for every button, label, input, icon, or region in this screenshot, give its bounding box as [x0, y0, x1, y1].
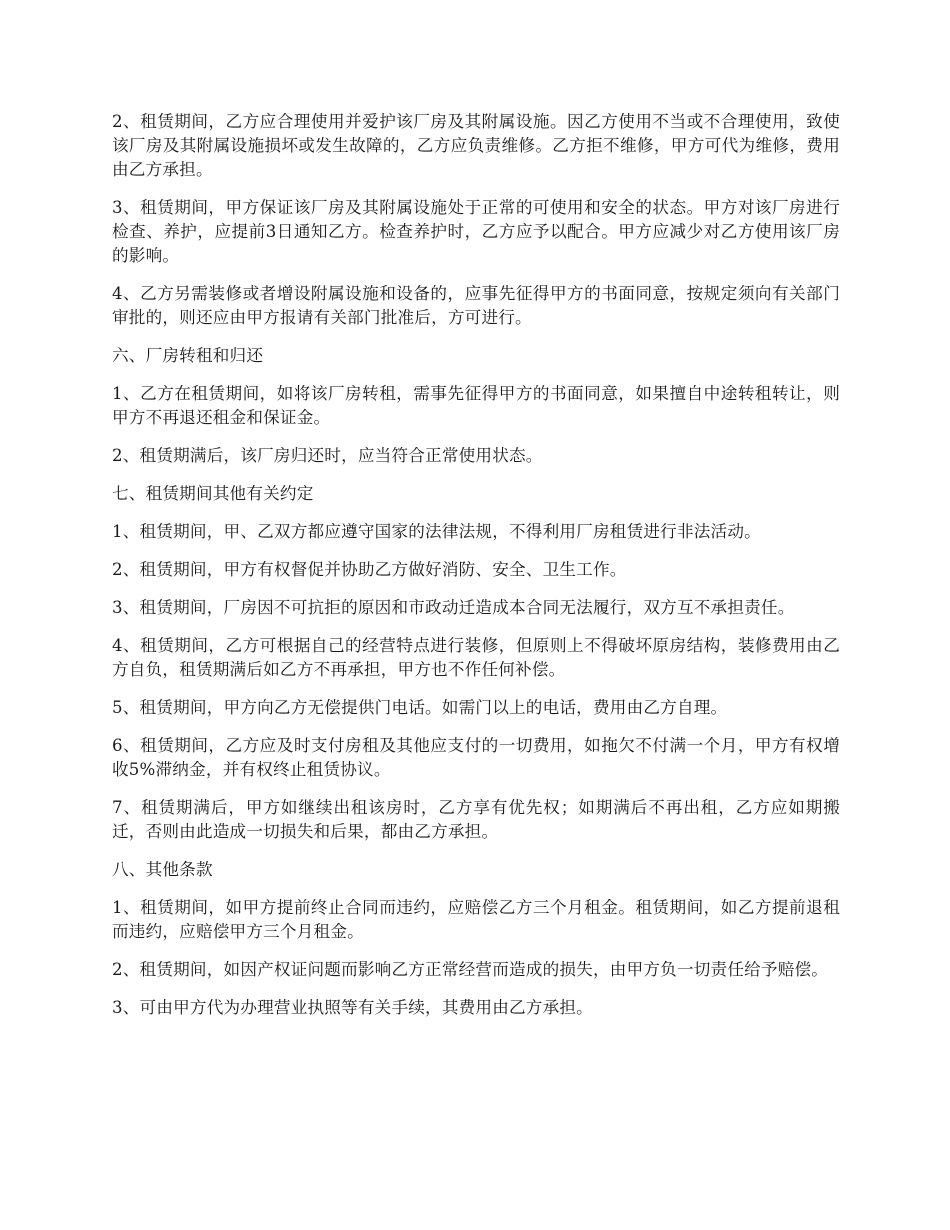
- clause-7-6: 6、租赁期间，乙方应及时支付房租及其他应支付的一切费用，如拖欠不付满一个月，甲方有权增收5%滞纳金，并有权终止租赁协议。: [112, 736, 840, 779]
- clause-8-3: 3、可由甲方代为办理营业执照等有关手续，其费用由乙方承担。: [112, 998, 593, 1017]
- section-6-heading: 六、厂房转租和归还: [112, 346, 264, 365]
- clause-7-5: 5、租赁期间，甲方向乙方无偿提供门电话。如需门以上的电话，费用由乙方自理。: [112, 698, 728, 717]
- clause-7-3: 3、租赁期间，厂房因不可抗拒的原因和市政动迁造成本合同无法履行，双方互不承担责任。: [112, 598, 795, 617]
- clause-5-4: 4、乙方另需装修或者增设附属设施和设备的，应事先征得甲方的书面同意，按规定须向有关部门审批的，则还应由甲方报请有关部门批准后，方可进行。: [112, 284, 840, 327]
- section-8-heading: 八、其他条款: [112, 860, 213, 879]
- clause-6-2: 2、租赁期满后，该厂房归还时，应当符合正常使用状态。: [112, 446, 543, 465]
- clause-5-3: 3、租赁期间，甲方保证该厂房及其附属设施处于正常的可使用和安全的状态。甲方对该厂房进行检查、养护，应提前3日通知乙方。检查养护时，乙方应予以配合。甲方应减少对乙方使用该厂房的影响。: [112, 198, 840, 265]
- clause-7-1: 1、租赁期间，甲、乙双方都应遵守国家的法律法规，不得利用厂房租赁进行非法活动。: [112, 522, 761, 541]
- clause-5-2: 2、租赁期间，乙方应合理使用并爱护该厂房及其附属设施。因乙方使用不当或不合理使用，致使该厂房及其附属设施损坏或发生故障的，乙方应负责维修。乙方拒不维修，甲方可代为维修，费用由乙方承担。: [112, 112, 840, 179]
- clause-7-2: 2、租赁期间，甲方有权督促并协助乙方做好消防、安全、卫生工作。: [112, 560, 627, 579]
- clause-7-4: 4、租赁期间，乙方可根据自己的经营特点进行装修，但原则上不得破坏原房结构，装修费用由乙方自负，租赁期满后如乙方不再承担，甲方也不作任何补偿。: [112, 636, 840, 679]
- document-page: [112, 110, 840, 1034]
- clause-8-2: 2、租赁期间，如因产权证问题而影响乙方正常经营而造成的损失，由甲方负一切责任给予赔偿。: [112, 960, 829, 979]
- clause-8-1: 1、租赁期间，如甲方提前终止合同而违约，应赔偿乙方三个月租金。租赁期间，如乙方提前退租而违约，应赔偿甲方三个月租金。: [112, 898, 840, 941]
- section-7-heading: 七、租赁期间其他有关约定: [112, 484, 314, 503]
- clause-6-1: 1、乙方在租赁期间，如将该厂房转租，需事先征得甲方的书面同意，如果擅自中途转租转让，则甲方不再退还租金和保证金。: [112, 384, 840, 427]
- clause-7-7: 7、租赁期满后，甲方如继续出租该房时，乙方享有优先权；如期满后不再出租，乙方应如期搬迁，否则由此造成一切损失和后果，都由乙方承担。: [112, 798, 840, 841]
